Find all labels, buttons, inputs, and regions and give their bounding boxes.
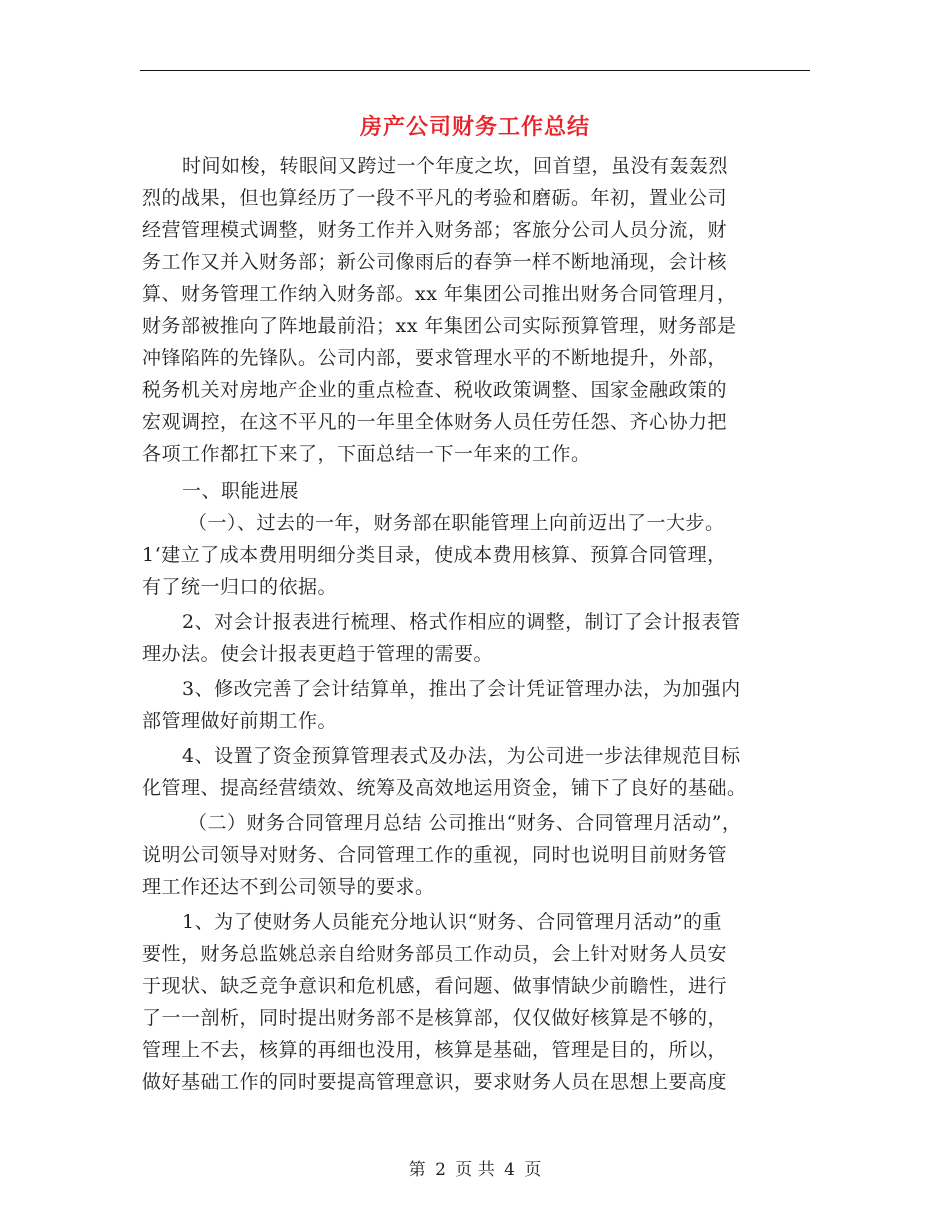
footer-middle: 页 共 [455, 1160, 495, 1180]
text-line: 理工作还达不到公司领导的要求。 [142, 876, 435, 898]
page-footer [140, 1155, 810, 1180]
page-number: 2 [435, 1160, 446, 1180]
text-line: 做好基础工作的同时要提高管理意识，要求财务人员在思想上要高度 [142, 1071, 728, 1093]
header-rule [140, 70, 810, 71]
text-line: 于现状、缺乏竞争意识和危机感，看问题、做事情缺少前瞻性，进行 [142, 975, 728, 997]
document-title: 房产公司财务工作总结 [359, 114, 590, 140]
text-line: 各项工作都扛下来了，下面总结一下一年来的工作。 [142, 443, 591, 465]
text-line: 4、设置了资金预算管理表式及办法，为公司进一步法律规范目标 [182, 745, 741, 767]
text-line: 经营管理模式调整，财务工作并入财务部；客旅分公司人员分流，财 [142, 219, 728, 241]
text-line: 有了统一归口的依据。 [142, 576, 338, 598]
text-line: 1、为了使财务人员能充分地认识“财务、合同管理月活动”的重 [182, 911, 723, 933]
footer-suffix: 页 [524, 1160, 542, 1180]
text-line: 财务部被推向了阵地最前沿；xx 年集团公司实际预算管理，财务部是 [142, 315, 737, 337]
subsection-heading: （二）财务合同管理月总结 公司推出“财务、合同管理月活动”， [188, 812, 742, 834]
text-line: 管理上不去，核算的再细也没用，核算是基础，管理是目的，所以， [142, 1039, 728, 1061]
text-line: 税务机关对房地产企业的重点检查、税收政策调整、国家金融政策的 [142, 379, 728, 401]
text-line: 要性，财务总监姚总亲自给财务部员工作动员，会上针对财务人员安 [142, 943, 728, 965]
text-line: 冲锋陷阵的先锋队。公司内部，要求管理水平的不断地提升，外部， [142, 347, 728, 369]
text-line: 时间如梭，转眼间又跨过一个年度之坎，回首望，虽没有轰轰烈 [182, 155, 729, 177]
text-line: 3、修改完善了会计结算单，推出了会计凭证管理办法，为加强内 [182, 678, 741, 700]
section-heading: 一、职能进展 [182, 480, 300, 502]
text-line: 烈的战果，但也算经历了一段不平凡的考验和磨砺。年初，置业公司 [142, 187, 728, 209]
subsection-heading: （一）、过去的一年，财务部在职能管理上向前迈出了一大步。 [188, 512, 725, 534]
text-line: 说明公司领导对财务、合同管理工作的重视，同时也说明目前财务管 [142, 844, 728, 866]
text-line: 宏观调控，在这不平凡的一年里全体财务人员任劳任怨、齐心协力把 [142, 411, 728, 433]
page-total: 4 [504, 1160, 515, 1180]
text-line: 1‘建立了成本费用明细分类目录，使成本费用核算、预算合同管理， [142, 544, 727, 566]
text-line: 部管理做好前期工作。 [142, 710, 338, 732]
footer-prefix: 第 [408, 1160, 426, 1180]
text-line: 理办法。使会计报表更趋于管理的需要。 [142, 643, 494, 665]
text-line: 了一一剖析，同时提出财务部不是核算部，仅仅做好核算是不够的， [142, 1007, 728, 1029]
text-line: 务工作又并入财务部；新公司像雨后的春笋一样不断地涌现，会计核 [142, 251, 728, 273]
text-line: 化管理、提高经营绩效、统筹及高效地运用资金，铺下了良好的基础。 [142, 777, 747, 799]
text-line: 算、财务管理工作纳入财务部。xx 年集团公司推出财务合同管理月， [142, 283, 737, 305]
text-line: 2、对会计报表进行梳理、格式作相应的调整，制订了会计报表管 [182, 611, 741, 633]
